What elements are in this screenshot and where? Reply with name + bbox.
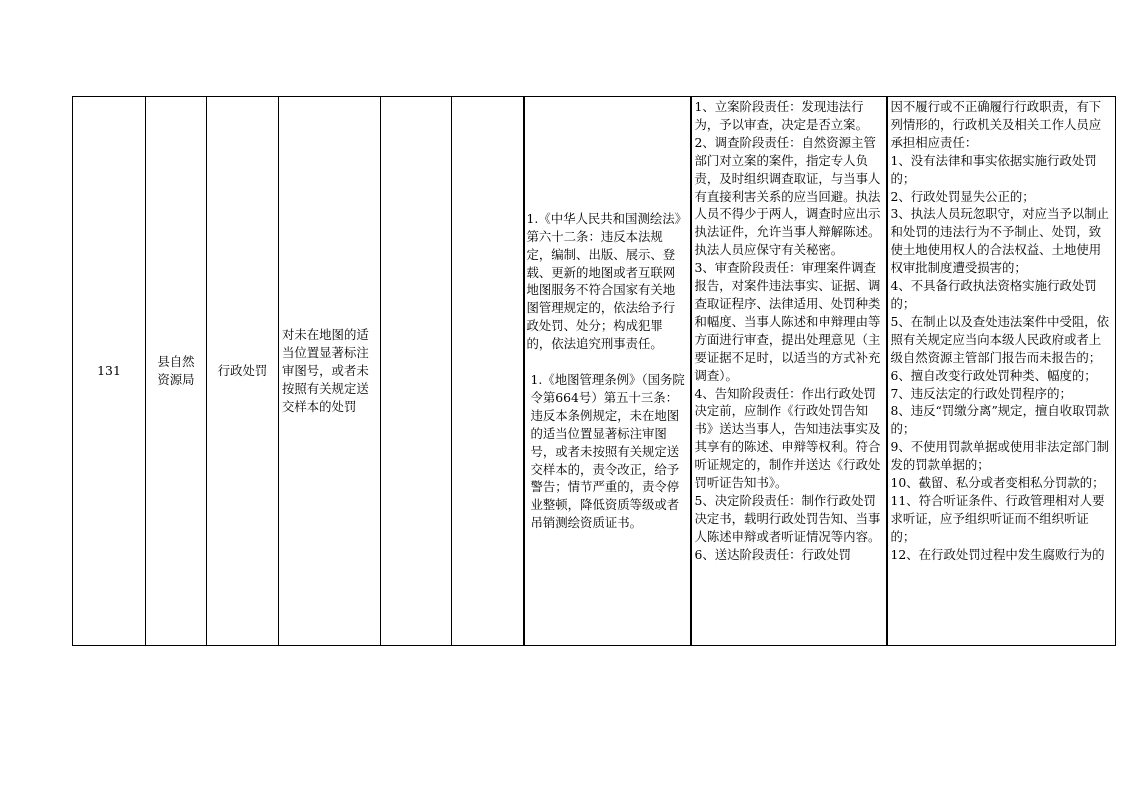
- basis-paragraph-1: 1.《中华人民共和国测绘法》第六十二条：违反本法规定，编制、出版、展示、登载、更新的地图或者互联网地图服务不符合国家有关地图管理规定的，依法给予行政处罚、处分；构成犯罪的，依法追究刑事责任。: [526, 210, 688, 352]
- accountability-item-8: 8、违反“罚缴分离”规定，擅自收取罚款的；: [890, 403, 1110, 437]
- responsibility-item-1: 1、立案阶段责任：发现违法行为，予以审查，决定是否立案。: [694, 99, 868, 132]
- seq-number: 131: [97, 363, 121, 379]
- accountability-item-10: 10、截留、私分或者变相私分罚款的；: [890, 475, 1105, 491]
- power-list-table: [72, 96, 1116, 646]
- basis-paragraph-2: 1.《地图管理条例》（国务院令第664号）第五十三条：违反本条例规定，未在地图的适当位置显著标注审图号，或者未按照有关规定送交样本的，责令改正，给予警告；情节严重的，责令停业整顿，降低资质等级或者吊销测绘资质证书。: [530, 372, 685, 531]
- basis-cell: [524, 97, 691, 646]
- accountability-item-9: 9、不使用罚款单据或使用非法定部门制发的罚款单据的；: [890, 439, 1110, 473]
- responsibility-item-2: 2、调查阶段责任：自然资源主管部门对立案的案件，指定专人负责，及时组织调查取证，与当事人有直接利害关系的应当回避。执法人员不得少于两人，调查时应出示执法证件，允许当事人辩解陈述。执法人员应保守有关秘密。: [694, 134, 881, 258]
- item-name-cell: [279, 97, 381, 646]
- accountability-cell: [887, 97, 1116, 646]
- accountability-item-4: 4、不具备行政执法资格实施行政处罚的；: [890, 278, 1097, 311]
- accountability-item-3: 3、执法人员玩忽职守，对应当予以制止和处罚的违法行为不予制止、处罚，致使土地使用权人的合法权益、土地使用权审批制度遭受损害的；: [890, 206, 1110, 276]
- accountability-item-5: 5、在制止以及查处违法案件中受阻，依照有关规定应当向本级人民政府或者上级自然资源主管部门报告而未报告的；: [890, 313, 1110, 365]
- implementing-subject-cell: [452, 97, 524, 646]
- department-name: 县自然资源局: [157, 354, 195, 387]
- responsibility-item-3: 3、审查阶段责任：审理案件调查报告，对案件违法事实、证据、调查取证程序、法律适用、处罚种类和幅度、当事人陈述和申辩理由等方面进行审查，提出处理意见（主要证据不足时，以适当的方式补充调查）。: [694, 260, 881, 383]
- responsibility-item-5: 5、决定阶段责任：制作行政处罚决定书，载明行政处罚告知、当事人陈述申辩或者听证情况等内容。: [694, 492, 881, 544]
- responsibility-cell: [691, 97, 887, 646]
- accountability-item-6: 6、擅自改变行政处罚种类、幅度的；: [890, 367, 1097, 383]
- responsibility-item-4: 4、告知阶段责任：作出行政处罚决定前，应制作《行政处罚告知书》送达当事人，告知违法事实及其享有的陈述、申辩等权利。符合听证规定的，制作并送达《行政处罚听证告知书》。: [694, 385, 881, 491]
- sub-item-cell: [381, 97, 452, 646]
- power-type-cell: [207, 97, 279, 646]
- accountability-intro: 因不履行或不正确履行行政职责，有下列情形的，行政机关及相关工作人员应承担相应责任：: [890, 99, 1102, 150]
- item-name: 对未在地图的适当位置显著标注审图号，或者未按照有关规定送交样本的处罚: [282, 327, 369, 414]
- responsibility-item-6: 6、送达阶段责任：行政处罚: [694, 546, 852, 562]
- accountability-item-12: 12、在行政处罚过程中发生腐败行为的: [890, 546, 1105, 562]
- seq-cell: [73, 97, 146, 646]
- accountability-item-1: 1、没有法律和事实依据实施行政处罚的；: [890, 152, 1097, 186]
- accountability-item-2: 2、行政处罚显失公正的；: [890, 188, 1035, 204]
- accountability-item-11: 11、符合听证条件、行政管理相对人要求听证，应予组织听证而不组织听证的；: [890, 492, 1105, 544]
- table-row: [73, 97, 1116, 646]
- power-type: 行政处罚: [217, 363, 268, 379]
- department-cell: [146, 97, 207, 646]
- accountability-item-7: 7、违反法定的行政处罚程序的；: [890, 385, 1072, 401]
